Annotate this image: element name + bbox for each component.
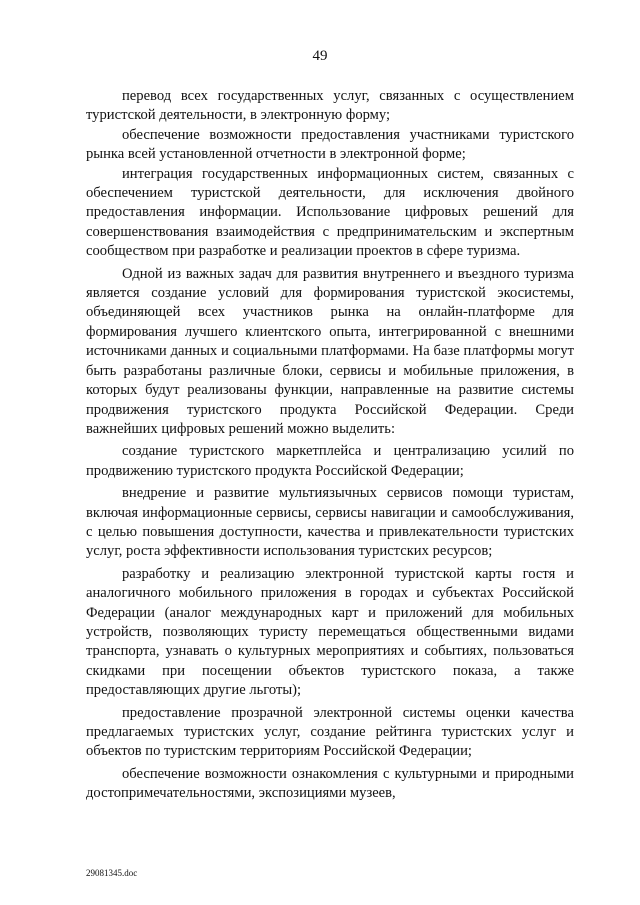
footer-file-code: 29081345.doc bbox=[86, 868, 138, 878]
paragraph: интеграция государственных информационных систем, связанных с обеспечением туристской деятельности, для исключения двойного предоставления информации. Использование цифровых решений для совершенствования взаимодействия с предпринимательским и экспертным сообществом при разработке и реализации проектов в сфере туризма. bbox=[86, 165, 574, 260]
paragraph: создание туристского маркетплейса и централизацию усилий по продвижению туристского продукта Российской Федерации; bbox=[86, 443, 574, 479]
paragraph: обеспечение возможности ознакомления с культурными и природными достопримечательностями, экспозициями музеев, bbox=[86, 765, 574, 802]
paragraph: обеспечение возможности предоставления участниками туристского рынка всей установленной отчетности в электронной форме; bbox=[86, 126, 574, 163]
paragraph: предоставление прозрачной электронной системы оценки качества предлагаемых туристских услуг, создание рейтинга туристских услуг и объектов по туристским территориям Российской Федерации; bbox=[86, 704, 574, 760]
document-body bbox=[86, 87, 574, 804]
page-number: 49 bbox=[312, 48, 328, 64]
paragraph: внедрение и развитие мультиязычных сервисов помощи туристам, включая информационные сервисы, сервисы навигации и самообслуживания, с целью повышения доступности, качества и привлекательности туристских услуг, роста эффективности использования туристских ресурсов; bbox=[86, 485, 574, 560]
paragraph: перевод всех государственных услуг, связанных с осуществлением туристской деятельности, в электронную форму; bbox=[86, 88, 574, 124]
paragraph: разработку и реализацию электронной туристской карты гостя и аналогичного мобильного приложения в городах и субъектах Российской Федерации (аналог международных карт и приложений для мобильных устройств, позволяющих туристу перемещаться общественными видами транспорта, узнавать о культурных мероприятиях и событиях, пользоваться скидками при посещении объектов туристского показа, а также предоставляющих другие льготы); bbox=[86, 565, 574, 699]
paragraph: Одной из важных задач для развития внутреннего и въездного туризма является создание условий для формирования туристской экосистемы, объединяющей всех участников рынка на онлайн-платформе для формирования лучшего клиентского опыта, интегрированной с внешними источниками данных и социальными платформами. На базе платформы могут быть разработаны различные блоки, сервисы и мобильные приложения, в которых будут реализованы функции, направленные на развитие системы продвижения туристского продукта Российской Федерации. Среди важнейших цифровых решений можно выделить: bbox=[86, 265, 574, 437]
